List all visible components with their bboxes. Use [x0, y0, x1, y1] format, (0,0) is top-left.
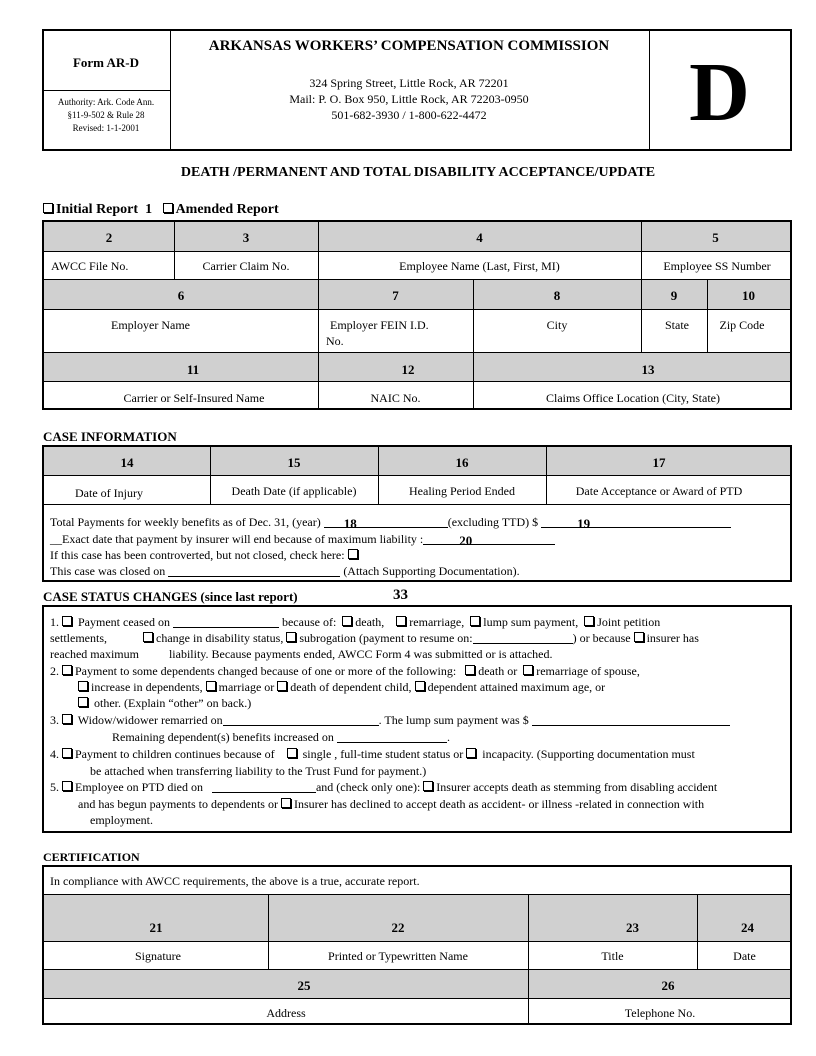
changed-death-child-checkbox[interactable] — [277, 681, 287, 691]
status-item-3-line-2: Remaining dependent(s) benefits increased on . — [112, 730, 450, 744]
status-item-1-line-3: reached maximum liability. Because payments ended, AWCC Form 4 was submitted or is attached. — [50, 647, 553, 661]
certification-table — [42, 865, 792, 1025]
form-title: DEATH /PERMANENT AND TOTAL DISABILITY ACCEPTANCE/UPDATE — [180, 165, 656, 180]
claims-office-label: Claims Office Location (City, State) — [546, 391, 720, 405]
payment-ceased-date-field[interactable] — [173, 615, 279, 628]
ceased-joint-petition-checkbox[interactable] — [584, 616, 594, 626]
date-acceptance-label: Date Acceptance or Award of PTD — [575, 484, 743, 498]
employer-fein-label: Employer FEIN I.D. — [330, 318, 429, 332]
single-student-checkbox[interactable] — [287, 748, 297, 758]
form-id: Form AR-D — [72, 55, 140, 70]
total-payments-row — [50, 515, 731, 530]
total-payments-label: Total Payments for weekly benefits as of Dec. 31, (year) — [50, 515, 321, 529]
field-number-23: 23 — [626, 920, 639, 935]
attach-docs-label: (Attach Supporting Documentation). — [343, 564, 520, 578]
ptd-died-checkbox[interactable] — [62, 781, 72, 791]
benefits-increased-date-field[interactable] — [337, 730, 447, 743]
excluding-ttd-label: (excluding TTD) $ — [447, 515, 539, 529]
employer-name-label: Employer Name — [111, 318, 190, 332]
initial-report-checkbox[interactable] — [43, 203, 53, 213]
address-label: Address — [266, 1006, 306, 1020]
date-of-injury-label: Date of Injury — [75, 486, 143, 500]
field-number-12: 12 — [401, 362, 415, 377]
zip-code-label: Zip Code — [719, 318, 765, 332]
signature-label: Signature — [135, 949, 181, 963]
field-number-4: 4 — [476, 230, 483, 245]
printed-name-label: Printed or Typewritten Name — [328, 949, 468, 963]
field-number-25: 25 — [297, 978, 311, 993]
status-item-3-line-1: 3. Widow/widower remarried on . The lump sum payment was $ — [50, 713, 730, 728]
ceased-disability-status-checkbox[interactable] — [143, 632, 153, 642]
field-number-1: 1 — [145, 202, 153, 217]
authority-line-3: Revised: 1-1-2001 — [72, 123, 140, 133]
naic-label: NAIC No. — [370, 391, 421, 405]
certification-statement: In compliance with AWCC requirements, the above is a true, accurate report. — [50, 874, 420, 888]
amended-report-checkbox[interactable] — [163, 203, 173, 213]
closed-on-field[interactable] — [168, 564, 340, 577]
telephone-label: Telephone No. — [624, 1006, 696, 1020]
ceased-lump-sum-checkbox[interactable] — [470, 616, 480, 626]
remarried-date-field[interactable] — [223, 713, 379, 726]
controverted-label: If this case has been controverted, but not closed, check here: — [50, 548, 345, 562]
commission-phone: 501-682-3930 / 1-800-622-4472 — [331, 108, 487, 122]
field-number-17: 17 — [652, 455, 666, 470]
field-number-11: 11 — [186, 362, 200, 377]
controverted-checkbox[interactable] — [348, 549, 358, 559]
city-label: City — [546, 318, 568, 332]
authority-line-1: Authority: Ark. Code Ann. — [57, 97, 155, 107]
insurer-accepts-checkbox[interactable] — [423, 781, 433, 791]
commission-mail: Mail: P. O. Box 950, Little Rock, AR 72203-0950 — [289, 92, 529, 106]
status-item-5-line-2: and has begun payments to dependents or Insurer has declined to accept death as accident- or illness -related in connection with — [78, 797, 705, 811]
field-number-22: 22 — [391, 920, 405, 935]
exact-date-row — [50, 532, 555, 547]
amended-report-label: Amended Report — [175, 202, 279, 217]
death-date-label: Death Date (if applicable) — [231, 484, 357, 498]
status-item-5-line-3: employment. — [90, 813, 153, 827]
ceased-max-liability-checkbox[interactable] — [634, 632, 644, 642]
changed-marriage-checkbox[interactable] — [206, 681, 216, 691]
payment-changed-checkbox[interactable] — [62, 665, 72, 675]
status-item-5-line-1: 5. Employee on PTD died on and (check only one): Insurer accepts death as stemming from disabling accident — [50, 780, 718, 794]
field-number-24: 24 — [741, 920, 754, 935]
form-letter: D — [689, 46, 750, 139]
certification-heading: CERTIFICATION — [43, 850, 140, 864]
exact-date-label: __Exact date that payment by insurer will end because of maximum liability : — [50, 532, 424, 546]
field-number-19: 19 — [577, 516, 591, 531]
field-number-21: 21 — [149, 920, 163, 935]
changed-other-checkbox[interactable] — [78, 697, 88, 707]
changed-remarriage-spouse-checkbox[interactable] — [523, 665, 533, 675]
field-number-3: 3 — [242, 230, 250, 245]
insurer-declined-checkbox[interactable] — [281, 798, 291, 808]
employee-ss-label: Employee SS Number — [663, 259, 771, 273]
employee-name-label: Employee Name (Last, First, MI) — [399, 259, 560, 273]
carrier-claim-no-label: Carrier Claim No. — [202, 259, 290, 273]
status-item-2-line-2: increase in dependents, marriage or death of dependent child, dependent attained maximum age, or — [78, 680, 605, 695]
ceased-death-checkbox[interactable] — [342, 616, 352, 626]
state-label: State — [665, 318, 689, 332]
field-number-14: 14 — [120, 455, 134, 470]
subrogation-resume-date-field[interactable] — [473, 631, 573, 644]
field-number-20: 20 — [459, 533, 473, 548]
field-number-2: 2 — [105, 230, 113, 245]
commission-name: ARKANSAS WORKERS’ COMPENSATION COMMISSION — [208, 38, 610, 54]
field-number-13: 13 — [641, 362, 655, 377]
initial-report-label: Initial Report — [56, 202, 139, 217]
incapacity-checkbox[interactable] — [466, 748, 476, 758]
closed-on-label: This case was closed on — [50, 564, 166, 578]
field-number-18: 18 — [343, 516, 357, 531]
status-item-2-line-3: other. (Explain “other” on back.) — [78, 696, 251, 711]
ceased-remarriage-checkbox[interactable] — [396, 616, 406, 626]
employer-fein-label-2: No. — [326, 334, 344, 348]
awcc-file-no-label: AWCC File No. — [51, 259, 129, 273]
remarried-checkbox[interactable] — [62, 714, 72, 724]
field-number-33: 33 — [393, 587, 408, 603]
ptd-death-date-field[interactable] — [212, 780, 316, 793]
ceased-subrogation-checkbox[interactable] — [286, 632, 296, 642]
field-number-16: 16 — [455, 455, 469, 470]
lump-sum-amount-field[interactable] — [532, 713, 730, 726]
status-item-2-line-1: 2. Payment to some dependents changed because of one or more of the following: death or remarriage of spouse, — [50, 664, 640, 678]
status-item-4-line-1: 4. Payment to children continues because of single , full-time student status or incapacity. (Supporting documentation must — [50, 747, 695, 761]
title-label: Title — [601, 949, 624, 963]
changed-increase-dependents-checkbox[interactable] — [78, 681, 88, 691]
status-item-4-line-2: be attached when transferring liability to the Trust Fund for payment.) — [90, 764, 427, 778]
closed-on-row — [50, 564, 520, 579]
field-number-8: 8 — [553, 288, 561, 303]
children-continues-checkbox[interactable] — [62, 748, 72, 758]
total-amount-field[interactable] — [541, 516, 731, 531]
year-field[interactable] — [324, 516, 448, 531]
field-number-5: 5 — [712, 230, 719, 245]
case-status-heading: CASE STATUS CHANGES (since last report) — [43, 589, 298, 604]
field-number-26: 26 — [661, 978, 675, 993]
changed-death-checkbox[interactable] — [465, 665, 475, 675]
date-label: Date — [733, 949, 756, 963]
field-number-6: 6 — [177, 288, 185, 303]
controverted-row — [50, 548, 361, 563]
case-information-heading: CASE INFORMATION — [43, 429, 177, 444]
commission-address: 324 Spring Street, Little Rock, AR 72201 — [309, 76, 509, 90]
status-item-1-line-2: settlements, change in disability status, subrogation (payment to resume on: ) or because insurer has — [50, 631, 699, 645]
max-liability-date-field[interactable] — [423, 533, 555, 548]
report-type — [43, 202, 279, 218]
field-number-10: 10 — [742, 288, 755, 303]
healing-period-label: Healing Period Ended — [409, 484, 515, 498]
field-number-9: 9 — [670, 288, 678, 303]
changed-max-age-checkbox[interactable] — [415, 681, 425, 691]
field-number-7: 7 — [392, 288, 399, 303]
payment-ceased-checkbox[interactable] — [62, 616, 72, 626]
status-item-1-line-1: 1. Payment ceased on because of: death, remarriage, lump sum payment, Joint petition — [50, 615, 661, 629]
carrier-name-label: Carrier or Self-Insured Name — [123, 391, 265, 405]
authority-line-2: §11-9-502 & Rule 28 — [67, 110, 145, 120]
field-number-15: 15 — [287, 455, 301, 470]
